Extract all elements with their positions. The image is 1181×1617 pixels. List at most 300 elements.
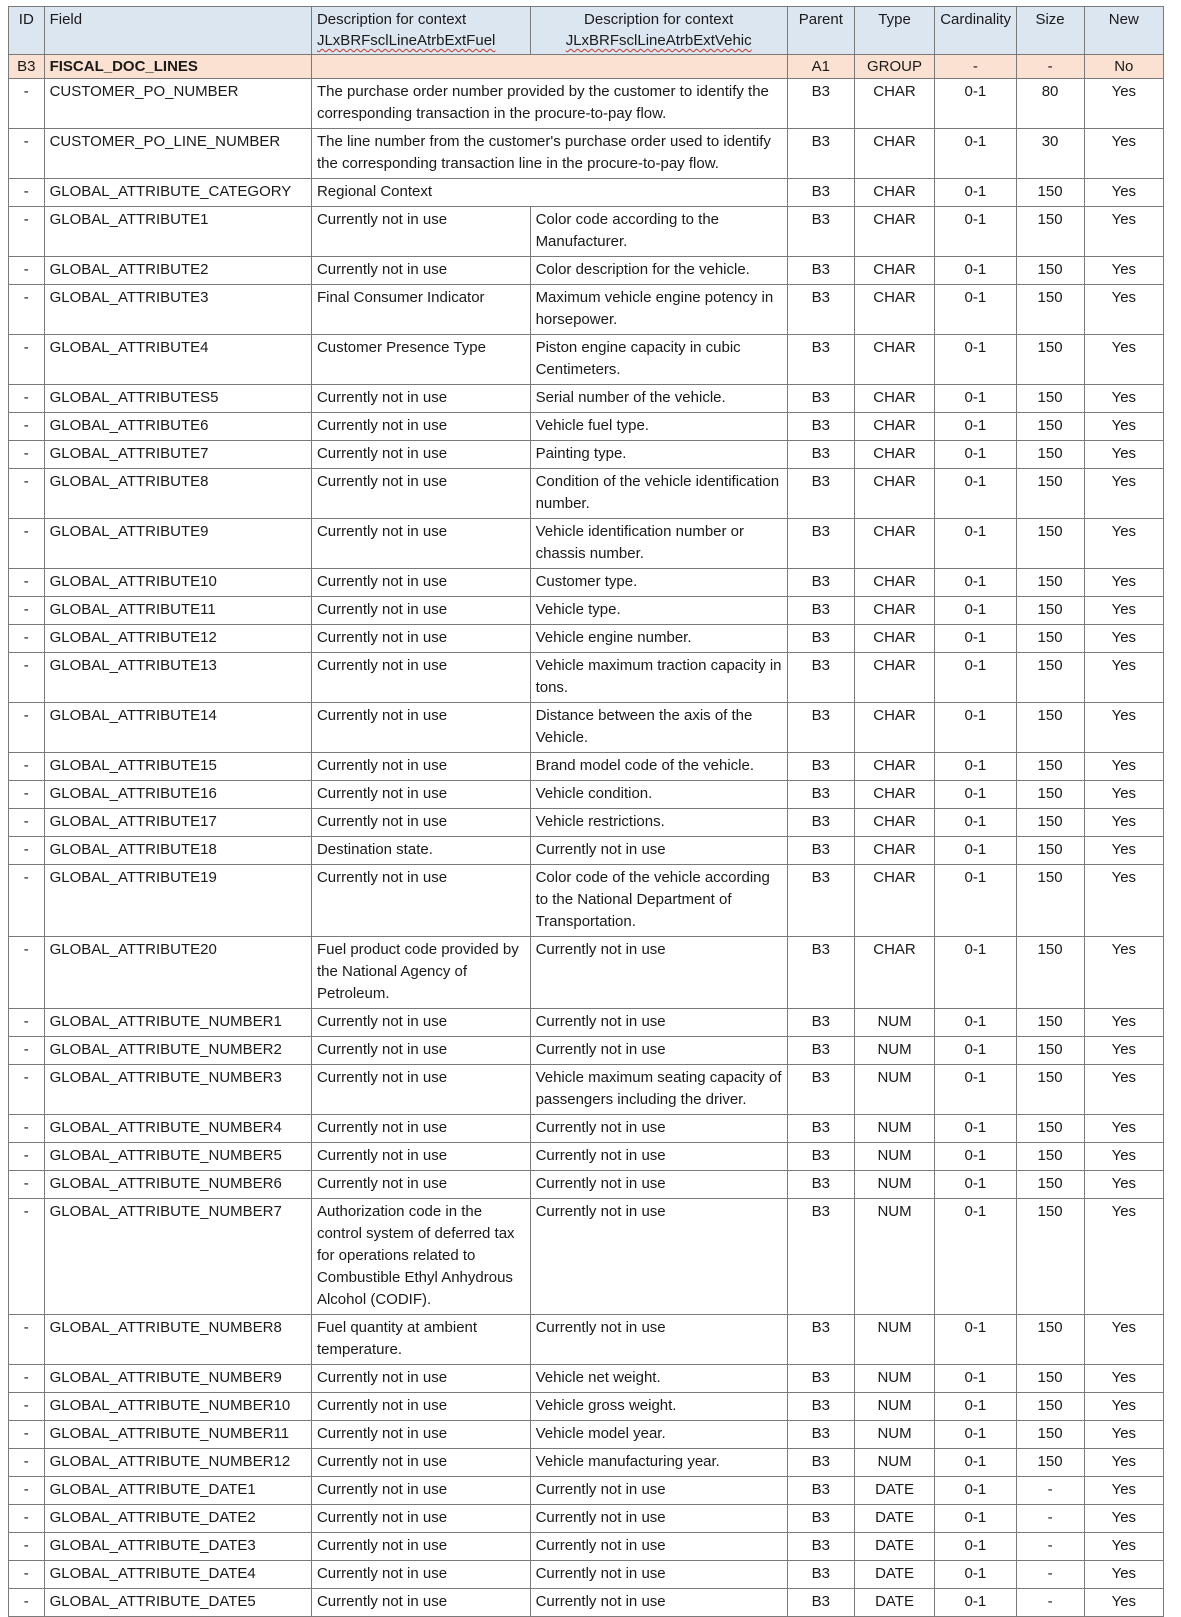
row-cardinality: 0-1 xyxy=(935,335,1016,385)
row-desc-fuel: Currently not in use xyxy=(311,1421,530,1449)
row-cardinality: 0-1 xyxy=(935,1143,1016,1171)
row-cardinality: 0-1 xyxy=(935,129,1016,179)
row-desc-fuel: Fuel product code provided by the National Agency of Petroleum. xyxy=(311,937,530,1009)
row-id: - xyxy=(9,569,45,597)
row-size: 150 xyxy=(1016,1037,1084,1065)
row-desc-fuel: Currently not in use xyxy=(311,1589,530,1617)
row-new: Yes xyxy=(1084,865,1163,937)
table-row xyxy=(9,207,1164,257)
row-size: 150 xyxy=(1016,1115,1084,1143)
row-new: Yes xyxy=(1084,703,1163,753)
row-desc-fuel: Currently not in use xyxy=(311,865,530,937)
header-size: Size xyxy=(1016,7,1084,55)
row-size: 150 xyxy=(1016,207,1084,257)
table-row xyxy=(9,753,1164,781)
row-new: Yes xyxy=(1084,809,1163,837)
row-desc-vehic: Vehicle gross weight. xyxy=(530,1393,787,1421)
row-desc-vehic: Currently not in use xyxy=(530,1533,787,1561)
row-new: Yes xyxy=(1084,1171,1163,1199)
row-parent: B3 xyxy=(787,1477,854,1505)
row-size: 150 xyxy=(1016,335,1084,385)
row-field: GLOBAL_ATTRIBUTE10 xyxy=(44,569,311,597)
row-desc-fuel: Currently not in use xyxy=(311,257,530,285)
table-row xyxy=(9,837,1164,865)
row-cardinality: 0-1 xyxy=(935,1199,1016,1315)
table-row xyxy=(9,937,1164,1009)
row-id: - xyxy=(9,597,45,625)
row-parent: B3 xyxy=(787,1421,854,1449)
row-new: Yes xyxy=(1084,519,1163,569)
table-row xyxy=(9,1009,1164,1037)
row-new: Yes xyxy=(1084,1393,1163,1421)
table-row xyxy=(9,1365,1164,1393)
row-cardinality: 0-1 xyxy=(935,625,1016,653)
row-parent: B3 xyxy=(787,809,854,837)
row-cardinality: 0-1 xyxy=(935,385,1016,413)
row-id: - xyxy=(9,781,45,809)
row-desc-fuel: Currently not in use xyxy=(311,1393,530,1421)
row-desc-vehic: Maximum vehicle engine potency in horsepower. xyxy=(530,285,787,335)
row-size: 150 xyxy=(1016,1065,1084,1115)
row-cardinality: 0-1 xyxy=(935,809,1016,837)
row-size: 150 xyxy=(1016,1143,1084,1171)
table-row xyxy=(9,413,1164,441)
row-parent: B3 xyxy=(787,597,854,625)
row-field: GLOBAL_ATTRIBUTE_DATE5 xyxy=(44,1589,311,1617)
row-type: NUM xyxy=(854,1115,934,1143)
row-cardinality: 0-1 xyxy=(935,207,1016,257)
group-size: - xyxy=(1016,55,1084,79)
row-desc-fuel: Currently not in use xyxy=(311,1533,530,1561)
group-cardinality: - xyxy=(935,55,1016,79)
row-parent: B3 xyxy=(787,1505,854,1533)
row-parent: B3 xyxy=(787,335,854,385)
header-desc-fuel-prefix: Description for context xyxy=(316,11,467,28)
table-row xyxy=(9,1143,1164,1171)
row-desc-fuel: Currently not in use xyxy=(311,1365,530,1393)
row-parent: B3 xyxy=(787,1393,854,1421)
row-desc-vehic: Condition of the vehicle identification number. xyxy=(530,469,787,519)
table-row xyxy=(9,1315,1164,1365)
row-field: GLOBAL_ATTRIBUTE_NUMBER4 xyxy=(44,1115,311,1143)
row-id: - xyxy=(9,1393,45,1421)
row-parent: B3 xyxy=(787,1589,854,1617)
row-desc-vehic: Vehicle identification number or chassis number. xyxy=(530,519,787,569)
row-id: - xyxy=(9,625,45,653)
row-desc-fuel: Currently not in use xyxy=(311,1449,530,1477)
row-type: CHAR xyxy=(854,519,934,569)
row-desc-vehic: Vehicle engine number. xyxy=(530,625,787,653)
row-cardinality: 0-1 xyxy=(935,1421,1016,1449)
row-type: CHAR xyxy=(854,753,934,781)
row-size: 150 xyxy=(1016,1171,1084,1199)
row-parent: B3 xyxy=(787,1449,854,1477)
row-field: GLOBAL_ATTRIBUTE_NUMBER12 xyxy=(44,1449,311,1477)
row-field: GLOBAL_ATTRIBUTE_DATE1 xyxy=(44,1477,311,1505)
table-row xyxy=(9,469,1164,519)
table-row xyxy=(9,257,1164,285)
row-id: - xyxy=(9,1505,45,1533)
row-size: - xyxy=(1016,1477,1084,1505)
row-new: Yes xyxy=(1084,385,1163,413)
row-type: CHAR xyxy=(854,207,934,257)
row-desc-vehic: Vehicle maximum seating capacity of passengers including the driver. xyxy=(530,1065,787,1115)
row-desc-fuel: Currently not in use xyxy=(311,781,530,809)
row-desc-vehic: Vehicle restrictions. xyxy=(530,809,787,837)
row-field: GLOBAL_ATTRIBUTE19 xyxy=(44,865,311,937)
row-id: - xyxy=(9,335,45,385)
row-new: Yes xyxy=(1084,753,1163,781)
row-field: GLOBAL_ATTRIBUTE7 xyxy=(44,441,311,469)
row-new: Yes xyxy=(1084,179,1163,207)
row-parent: B3 xyxy=(787,1171,854,1199)
row-size: 150 xyxy=(1016,865,1084,937)
row-size: 150 xyxy=(1016,441,1084,469)
row-desc-vehic: Currently not in use xyxy=(530,1199,787,1315)
row-desc-vehic: Vehicle condition. xyxy=(530,781,787,809)
row-new: Yes xyxy=(1084,1115,1163,1143)
row-size: 150 xyxy=(1016,809,1084,837)
row-size: 150 xyxy=(1016,413,1084,441)
row-parent: B3 xyxy=(787,1143,854,1171)
row-field: GLOBAL_ATTRIBUTE8 xyxy=(44,469,311,519)
row-id: - xyxy=(9,385,45,413)
row-size: 150 xyxy=(1016,569,1084,597)
row-new: Yes xyxy=(1084,1065,1163,1115)
row-desc-vehic: Vehicle model year. xyxy=(530,1421,787,1449)
row-desc-fuel: Currently not in use xyxy=(311,413,530,441)
row-type: DATE xyxy=(854,1561,934,1589)
row-field: GLOBAL_ATTRIBUTE_DATE4 xyxy=(44,1561,311,1589)
row-cardinality: 0-1 xyxy=(935,79,1016,129)
table-row xyxy=(9,1421,1164,1449)
row-field: GLOBAL_ATTRIBUTE12 xyxy=(44,625,311,653)
row-desc-vehic: Painting type. xyxy=(530,441,787,469)
row-desc-vehic: Vehicle type. xyxy=(530,597,787,625)
row-id: - xyxy=(9,1171,45,1199)
row-parent: B3 xyxy=(787,753,854,781)
row-desc-fuel: Currently not in use xyxy=(311,441,530,469)
row-size: 150 xyxy=(1016,1393,1084,1421)
row-new: Yes xyxy=(1084,781,1163,809)
row-type: NUM xyxy=(854,1199,934,1315)
row-id: - xyxy=(9,207,45,257)
row-new: Yes xyxy=(1084,1199,1163,1315)
row-field: GLOBAL_ATTRIBUTE14 xyxy=(44,703,311,753)
row-id: - xyxy=(9,257,45,285)
row-desc-vehic: Piston engine capacity in cubic Centimeters. xyxy=(530,335,787,385)
row-parent: B3 xyxy=(787,179,854,207)
row-desc-fuel: Destination state. xyxy=(311,837,530,865)
row-new: Yes xyxy=(1084,1037,1163,1065)
table-body xyxy=(9,55,1164,1617)
row-parent: B3 xyxy=(787,469,854,519)
table-row xyxy=(9,865,1164,937)
row-id: - xyxy=(9,1065,45,1115)
row-type: NUM xyxy=(854,1065,934,1115)
row-cardinality: 0-1 xyxy=(935,1115,1016,1143)
row-field: GLOBAL_ATTRIBUTE2 xyxy=(44,257,311,285)
row-type: NUM xyxy=(854,1365,934,1393)
row-description: Regional Context xyxy=(311,179,787,207)
row-field: GLOBAL_ATTRIBUTE_NUMBER11 xyxy=(44,1421,311,1449)
group-id: B3 xyxy=(9,55,45,79)
row-type: CHAR xyxy=(854,597,934,625)
table-row xyxy=(9,1393,1164,1421)
row-desc-vehic: Currently not in use xyxy=(530,1171,787,1199)
row-new: Yes xyxy=(1084,1009,1163,1037)
row-new: Yes xyxy=(1084,597,1163,625)
row-id: - xyxy=(9,1589,45,1617)
row-parent: B3 xyxy=(787,781,854,809)
row-size: 150 xyxy=(1016,257,1084,285)
row-field: GLOBAL_ATTRIBUTE_NUMBER5 xyxy=(44,1143,311,1171)
row-size: 150 xyxy=(1016,703,1084,753)
row-new: Yes xyxy=(1084,1505,1163,1533)
row-desc-fuel: Authorization code in the control system of deferred tax for operations related to Combustible Ethyl Anhydrous Alcohol (CODIF). xyxy=(311,1199,530,1315)
table-row xyxy=(9,79,1164,129)
row-size: 150 xyxy=(1016,285,1084,335)
row-field: GLOBAL_ATTRIBUTE_DATE3 xyxy=(44,1533,311,1561)
row-type: CHAR xyxy=(854,257,934,285)
row-desc-fuel: Currently not in use xyxy=(311,385,530,413)
row-description: The line number from the customer's purchase order used to identify the corresponding transaction line in the procure-to-pay flow. xyxy=(311,129,787,179)
row-id: - xyxy=(9,1009,45,1037)
row-id: - xyxy=(9,469,45,519)
row-field: GLOBAL_ATTRIBUTE_NUMBER3 xyxy=(44,1065,311,1115)
header-row xyxy=(9,7,1164,55)
row-desc-vehic: Vehicle fuel type. xyxy=(530,413,787,441)
row-desc-vehic: Vehicle maximum traction capacity in tons. xyxy=(530,653,787,703)
row-size: 150 xyxy=(1016,625,1084,653)
header-id: ID xyxy=(9,7,45,55)
table-row xyxy=(9,1037,1164,1065)
row-field: GLOBAL_ATTRIBUTE_NUMBER1 xyxy=(44,1009,311,1037)
row-parent: B3 xyxy=(787,865,854,937)
row-cardinality: 0-1 xyxy=(935,1009,1016,1037)
row-new: Yes xyxy=(1084,1143,1163,1171)
row-parent: B3 xyxy=(787,703,854,753)
row-desc-vehic: Currently not in use xyxy=(530,1589,787,1617)
row-type: NUM xyxy=(854,1009,934,1037)
row-desc-vehic: Currently not in use xyxy=(530,1143,787,1171)
row-size: 150 xyxy=(1016,1199,1084,1315)
row-field: GLOBAL_ATTRIBUTE9 xyxy=(44,519,311,569)
row-field: GLOBAL_ATTRIBUTE_NUMBER8 xyxy=(44,1315,311,1365)
row-id: - xyxy=(9,1561,45,1589)
row-field: GLOBAL_ATTRIBUTE20 xyxy=(44,937,311,1009)
row-cardinality: 0-1 xyxy=(935,179,1016,207)
group-type: GROUP xyxy=(854,55,934,79)
row-parent: B3 xyxy=(787,413,854,441)
row-desc-vehic: Currently not in use xyxy=(530,937,787,1009)
row-desc-vehic: Currently not in use xyxy=(530,1561,787,1589)
row-id: - xyxy=(9,519,45,569)
group-field: FISCAL_DOC_LINES xyxy=(44,55,311,79)
row-new: Yes xyxy=(1084,837,1163,865)
table-row xyxy=(9,569,1164,597)
row-desc-fuel: Currently not in use xyxy=(311,569,530,597)
document-page xyxy=(8,6,1164,1617)
row-type: NUM xyxy=(854,1143,934,1171)
row-cardinality: 0-1 xyxy=(935,1533,1016,1561)
row-type: CHAR xyxy=(854,937,934,1009)
row-field: GLOBAL_ATTRIBUTE_NUMBER10 xyxy=(44,1393,311,1421)
row-type: CHAR xyxy=(854,335,934,385)
row-desc-vehic: Currently not in use xyxy=(530,1009,787,1037)
row-new: Yes xyxy=(1084,285,1163,335)
row-type: DATE xyxy=(854,1589,934,1617)
row-desc-fuel: Currently not in use xyxy=(311,625,530,653)
row-desc-fuel: Currently not in use xyxy=(311,597,530,625)
table-row xyxy=(9,625,1164,653)
row-desc-vehic: Color code of the vehicle according to the National Department of Transportation. xyxy=(530,865,787,937)
table-row xyxy=(9,1199,1164,1315)
row-desc-fuel: Currently not in use xyxy=(311,1115,530,1143)
row-size: 150 xyxy=(1016,469,1084,519)
table-row xyxy=(9,1561,1164,1589)
row-desc-fuel: Currently not in use xyxy=(311,1171,530,1199)
row-type: DATE xyxy=(854,1477,934,1505)
row-parent: B3 xyxy=(787,519,854,569)
table-row xyxy=(9,703,1164,753)
row-id: - xyxy=(9,703,45,753)
row-new: Yes xyxy=(1084,207,1163,257)
header-context-vehic: JLxBRFsclLineAtrbExtVehic xyxy=(565,32,752,49)
row-desc-vehic: Customer type. xyxy=(530,569,787,597)
table-row xyxy=(9,1065,1164,1115)
row-desc-vehic: Serial number of the vehicle. xyxy=(530,385,787,413)
row-id: - xyxy=(9,285,45,335)
row-id: - xyxy=(9,1115,45,1143)
row-new: Yes xyxy=(1084,625,1163,653)
row-parent: B3 xyxy=(787,937,854,1009)
row-parent: B3 xyxy=(787,1561,854,1589)
row-id: - xyxy=(9,865,45,937)
header-field: Field xyxy=(44,7,311,55)
header-type: Type xyxy=(854,7,934,55)
row-size: 150 xyxy=(1016,179,1084,207)
row-field: GLOBAL_ATTRIBUTE1 xyxy=(44,207,311,257)
row-field: GLOBAL_ATTRIBUTE3 xyxy=(44,285,311,335)
row-desc-vehic: Currently not in use xyxy=(530,1505,787,1533)
row-field: GLOBAL_ATTRIBUTE_NUMBER7 xyxy=(44,1199,311,1315)
row-cardinality: 0-1 xyxy=(935,1315,1016,1365)
row-new: Yes xyxy=(1084,569,1163,597)
row-type: CHAR xyxy=(854,781,934,809)
header-desc-fuel xyxy=(311,7,530,55)
row-id: - xyxy=(9,1199,45,1315)
row-size: 150 xyxy=(1016,597,1084,625)
row-type: NUM xyxy=(854,1037,934,1065)
row-field: GLOBAL_ATTRIBUTE_NUMBER2 xyxy=(44,1037,311,1065)
table-row xyxy=(9,441,1164,469)
table-row xyxy=(9,1533,1164,1561)
row-size: 150 xyxy=(1016,653,1084,703)
row-cardinality: 0-1 xyxy=(935,257,1016,285)
row-id: - xyxy=(9,753,45,781)
row-desc-fuel: Currently not in use xyxy=(311,809,530,837)
row-size: 150 xyxy=(1016,1009,1084,1037)
row-id: - xyxy=(9,1037,45,1065)
row-size: 150 xyxy=(1016,781,1084,809)
row-id: - xyxy=(9,937,45,1009)
row-type: CHAR xyxy=(854,809,934,837)
row-type: CHAR xyxy=(854,413,934,441)
row-type: DATE xyxy=(854,1533,934,1561)
row-field: GLOBAL_ATTRIBUTE13 xyxy=(44,653,311,703)
table-row xyxy=(9,519,1164,569)
row-field: GLOBAL_ATTRIBUTE17 xyxy=(44,809,311,837)
table-row xyxy=(9,1505,1164,1533)
row-parent: B3 xyxy=(787,837,854,865)
row-type: NUM xyxy=(854,1421,934,1449)
row-field: GLOBAL_ATTRIBUTE_NUMBER9 xyxy=(44,1365,311,1393)
row-type: CHAR xyxy=(854,837,934,865)
row-description: The purchase order number provided by the customer to identify the corresponding transaction in the procure-to-pay flow. xyxy=(311,79,787,129)
row-type: DATE xyxy=(854,1505,934,1533)
row-parent: B3 xyxy=(787,1115,854,1143)
row-desc-vehic: Color description for the vehicle. xyxy=(530,257,787,285)
row-field: GLOBAL_ATTRIBUTE4 xyxy=(44,335,311,385)
row-new: Yes xyxy=(1084,129,1163,179)
group-desc xyxy=(311,55,787,79)
row-type: CHAR xyxy=(854,703,934,753)
row-desc-fuel: Currently not in use xyxy=(311,207,530,257)
header-parent: Parent xyxy=(787,7,854,55)
row-type: CHAR xyxy=(854,653,934,703)
row-field: GLOBAL_ATTRIBUTE16 xyxy=(44,781,311,809)
header-cardinality: Cardinality xyxy=(935,7,1016,55)
row-desc-fuel: Currently not in use xyxy=(311,703,530,753)
row-desc-fuel: Fuel quantity at ambient temperature. xyxy=(311,1315,530,1365)
row-type: CHAR xyxy=(854,441,934,469)
row-parent: B3 xyxy=(787,385,854,413)
table-row xyxy=(9,335,1164,385)
row-desc-fuel: Currently not in use xyxy=(311,1009,530,1037)
row-type: CHAR xyxy=(854,285,934,335)
row-new: Yes xyxy=(1084,937,1163,1009)
table-row xyxy=(9,285,1164,335)
table-row xyxy=(9,385,1164,413)
row-id: - xyxy=(9,129,45,179)
row-parent: B3 xyxy=(787,1009,854,1037)
row-type: CHAR xyxy=(854,625,934,653)
row-field: GLOBAL_ATTRIBUTE6 xyxy=(44,413,311,441)
row-cardinality: 0-1 xyxy=(935,597,1016,625)
row-cardinality: 0-1 xyxy=(935,1037,1016,1065)
table-row xyxy=(9,1477,1164,1505)
row-type: NUM xyxy=(854,1171,934,1199)
row-desc-vehic: Currently not in use xyxy=(530,1477,787,1505)
row-cardinality: 0-1 xyxy=(935,837,1016,865)
row-desc-fuel: Customer Presence Type xyxy=(311,335,530,385)
row-size: 150 xyxy=(1016,385,1084,413)
row-type: CHAR xyxy=(854,385,934,413)
row-type: NUM xyxy=(854,1449,934,1477)
row-size: 80 xyxy=(1016,79,1084,129)
header-desc-vehic-prefix: Description for context xyxy=(584,11,734,28)
row-field: GLOBAL_ATTRIBUTE_NUMBER6 xyxy=(44,1171,311,1199)
row-field: GLOBAL_ATTRIBUTE_CATEGORY xyxy=(44,179,311,207)
row-desc-vehic: Vehicle manufacturing year. xyxy=(530,1449,787,1477)
row-parent: B3 xyxy=(787,1065,854,1115)
row-size: 150 xyxy=(1016,1421,1084,1449)
row-size: - xyxy=(1016,1505,1084,1533)
row-cardinality: 0-1 xyxy=(935,1589,1016,1617)
row-id: - xyxy=(9,1449,45,1477)
row-cardinality: 0-1 xyxy=(935,441,1016,469)
